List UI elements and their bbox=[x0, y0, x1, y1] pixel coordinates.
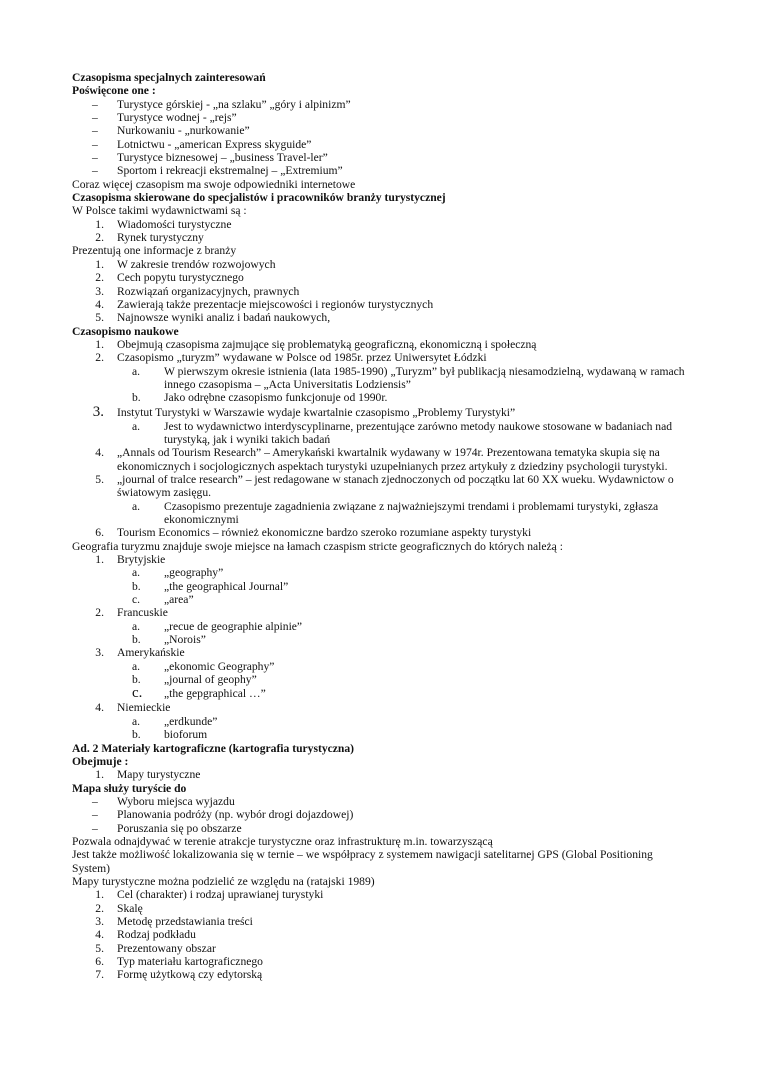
list-item: – Nurkowaniu - „nurkowanie” bbox=[92, 124, 250, 138]
list-item: 2. Czasopismo „turyzm” wydawane w Polsce od 1985r. przez Uniwersytet Łódzki bbox=[95, 351, 487, 365]
heading-special-interest: Czasopisma specjalnych zainteresowań bbox=[72, 71, 266, 84]
list-item: 5. Najnowsze wyniki analiz i badań naukowych, bbox=[95, 311, 331, 325]
sub-list-item: a. „ekonomic Geography” bbox=[132, 659, 275, 673]
list-item: 4. „Annals od Tourism Research” – Amerykański kwartalnik wydawany w 1974r. Prezentowana tematyka skupia się na bbox=[95, 446, 660, 460]
list-item-continuation: światowym zasięgu. bbox=[117, 486, 212, 500]
sub-list-item: b. „the geographical Journal” bbox=[132, 579, 289, 593]
list-item: 6. Typ materiału kartograficznego bbox=[95, 955, 263, 968]
sub-list-item: a. Czasopismo prezentuje zagadnienia związane z najważniejszymi trendami i problemami turystyki, zgłasza bbox=[132, 499, 659, 513]
list-item: 1. Brytyjskie bbox=[95, 553, 166, 567]
paragraph-gps-continuation: System) bbox=[72, 861, 111, 875]
sub-list-item: c. „area” bbox=[132, 593, 194, 607]
list-item: – Wyboru miejsca wyjazdu bbox=[92, 794, 235, 808]
list-item: 5. „journal of tralce research” – jest redagowane w stanach zjednoczonych od początku lat 60 XX wueku. Wydawnictow o bbox=[95, 472, 674, 486]
list-item: – Turystyce biznesowej – „business Travel-ler” bbox=[92, 151, 328, 165]
sub-list-item: b. „journal of geophy” bbox=[132, 673, 257, 687]
list-item: 3. Metodę przedstawiania treści bbox=[95, 914, 253, 928]
list-item: 4. Niemieckie bbox=[95, 701, 171, 715]
sub-list-item: b. „Norois” bbox=[132, 633, 206, 647]
sub-list-item: a. „geography” bbox=[132, 566, 224, 580]
sub-list-item-continuation: ekonomicznymi bbox=[164, 513, 239, 526]
list-item: 1. Obejmują czasopisma zajmujące się problematyką geograficzną, ekonomiczną i społeczną bbox=[95, 337, 537, 351]
list-item: – Planowania podróży (np. wybór drogi dojazdowej) bbox=[92, 808, 354, 822]
paragraph-geography: Geografia turyzmu znajduje swoje miejsce na łamach czaspism stricte geograficznych do których należą : bbox=[72, 539, 563, 553]
list-item: 2. Rynek turystyczny bbox=[95, 231, 204, 245]
list-item-continuation: ekonomicznych i socjologicznych aspektach turystyki uzupełnianych przez artykuły z dziedziny psychologii turystyki. bbox=[117, 459, 668, 473]
list-item: 2. Skalę bbox=[95, 901, 143, 915]
list-item: – Turystyce wodnej - „rejs” bbox=[92, 111, 237, 125]
list-item: 2. Francuskie bbox=[95, 606, 168, 620]
paragraph-poland: W Polsce takimi wydawnictwami są : bbox=[72, 204, 247, 218]
paragraph-division: Mapy turystyczne można podzielić ze względu na (ratajski 1989) bbox=[72, 874, 375, 888]
paragraph-internet: Coraz więcej czasopism ma swoje odpowiedniki internetowe bbox=[72, 177, 356, 191]
list-item: – Turystyce górskiej - „na szlaku” „góry i alpinizm” bbox=[92, 97, 351, 111]
sub-list-item-continuation: turystyką, jak i wyniki takich badań bbox=[164, 432, 331, 446]
list-item: 1. W zakresie trendów rozwojowych bbox=[95, 257, 276, 271]
sub-list-item: a. „erdkunde” bbox=[132, 714, 218, 728]
paragraph-gps: Jest także możliwość lokalizowania się w ternie – we współpracy z systemem nawigacji satelitarnej GPS (Global Positioning bbox=[72, 848, 653, 862]
list-item: – Poruszania się po obszarze bbox=[92, 821, 242, 835]
sub-list-item: a. W pierwszym okresie istnienia (lata 1985-1990) „Turyzm” był publikacją niesamodzielną, wydawaną w ramach bbox=[132, 364, 685, 378]
list-item: 5. Prezentowany obszar bbox=[95, 941, 216, 955]
heading-cartography: Ad. 2 Materiały kartograficzne (kartografia turystyczna) bbox=[72, 741, 355, 755]
list-item: – Sportom i rekreacji ekstremalnej – „Extremium” bbox=[92, 164, 343, 178]
heading-industry: Czasopisma skierowane do specjalistów i pracowników branży turystycznej bbox=[72, 191, 446, 205]
list-item: 3. Rozwiązań organizacyjnych, prawnych bbox=[95, 284, 300, 298]
heading-scientific: Czasopismo naukowe bbox=[72, 324, 179, 338]
heading-map-uses: Mapa służy turyście do bbox=[72, 781, 187, 795]
list-item: 1. Cel (charakter) i rodzaj uprawianej turystyki bbox=[95, 888, 324, 902]
paragraph-attractions: Pozwala odnajdywać w terenie atrakcje turystyczne oraz infrastrukturę m.in. towarzyszącą bbox=[72, 834, 493, 848]
paragraph-present: Prezentują one informacje z branży bbox=[72, 244, 237, 258]
sub-list-item: b. Jako odrębne czasopismo funkcjonuje od 1990r. bbox=[132, 391, 388, 405]
list-item: 4. Rodzaj podkładu bbox=[95, 928, 196, 942]
heading-includes: Obejmuje : bbox=[72, 754, 129, 768]
list-item: 3. Amerykańskie bbox=[95, 646, 185, 660]
document-body bbox=[72, 71, 702, 982]
list-item: 2. Cech popytu turystycznego bbox=[95, 271, 244, 285]
list-item: 7. Formę użytkową czy edytorską bbox=[95, 968, 263, 982]
list-item: 4. Zawierają także prezentacje miejscowości i regionów turystycznych bbox=[95, 297, 434, 311]
list-item: 3. Instytut Turystyki w Warszawie wydaje kwartalnie czasopismo „Problemy Turystyki” bbox=[92, 403, 516, 420]
list-item: 1. Wiadomości turystyczne bbox=[95, 217, 232, 231]
sub-list-item: c. „the gepgraphical …” bbox=[132, 685, 266, 702]
list-item: 1. Mapy turystyczne bbox=[95, 768, 201, 782]
sub-list-item: b. bioforum bbox=[132, 728, 208, 742]
sub-list-item: a. Jest to wydawnictwo interdyscyplinarne, prezentujące zarówno metody naukowe stosowane w badaniach nad bbox=[132, 419, 673, 433]
sub-list-item: a. „recue de geographie alpinie” bbox=[132, 619, 303, 633]
list-item: – Lotnictwu - „american Express skyguide” bbox=[92, 137, 312, 151]
sub-list-item-continuation: innego czasopisma – „Acta Universitatis Lodziensis” bbox=[164, 377, 411, 391]
heading-dedicated: Poświęcone one : bbox=[72, 84, 156, 98]
list-item: 6. Tourism Economics – również ekonomiczne bardzo szeroko rozumiane aspekty turystyki bbox=[95, 526, 532, 540]
